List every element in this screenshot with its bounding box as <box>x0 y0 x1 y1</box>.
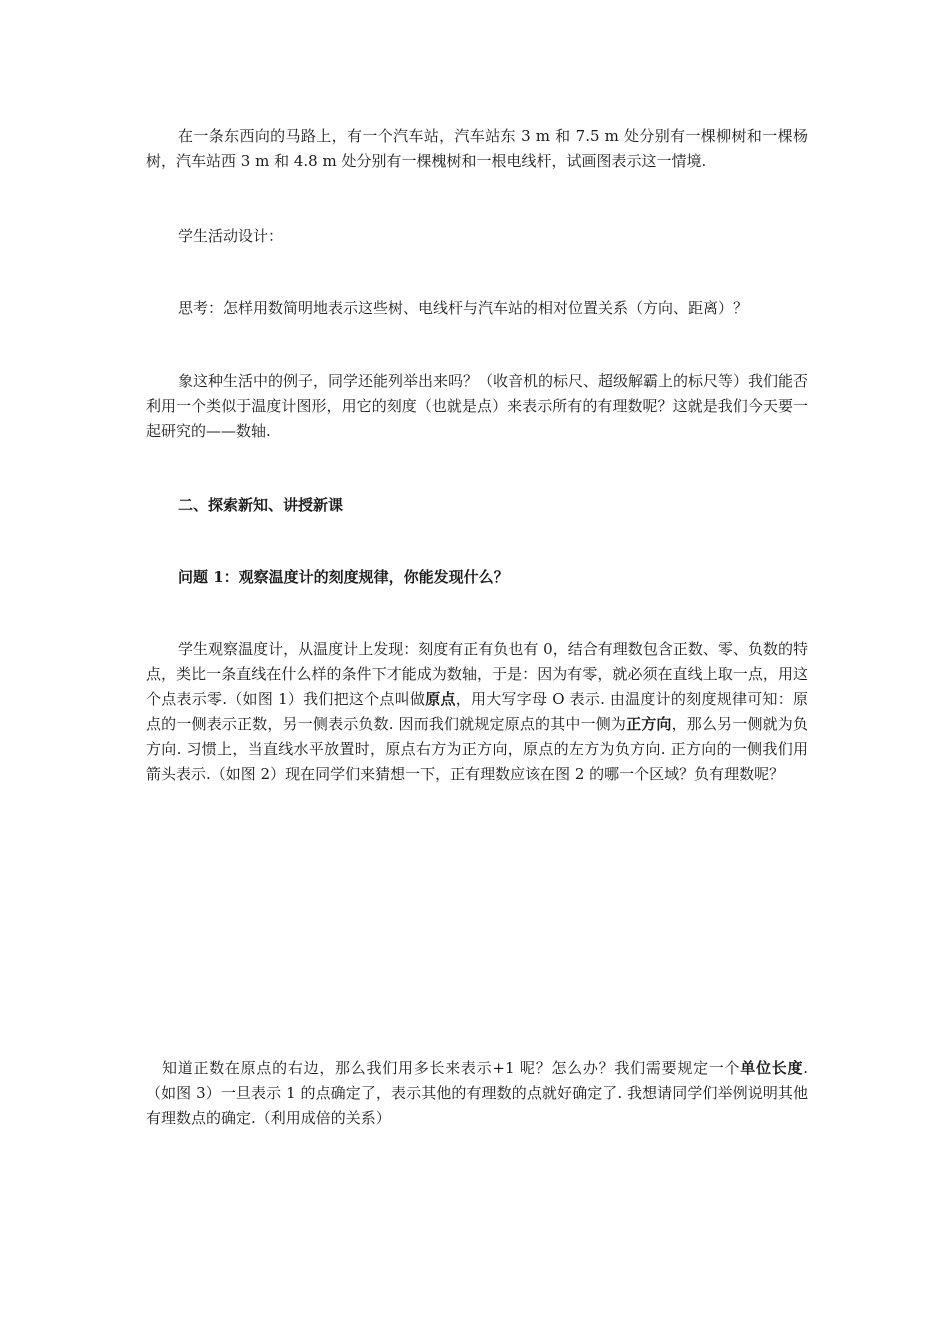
unit-length-paragraph <box>146 1056 808 1131</box>
student-activity-label: 学生活动设计： <box>178 227 284 245</box>
section-heading: 二、探索新知、讲授新课 <box>178 496 344 514</box>
question-1-heading: 问题 1：观察温度计的刻度规律，你能发现什么？ <box>178 568 509 586</box>
thermometer-observation-paragraph <box>146 637 808 787</box>
intro-problem-paragraph: 在一条东西向的马路上，有一个汽车站，汽车站东 3 m 和 7.5 m 处分别有一棵柳树和一棵杨树，汽车站西 3 m 和 4.8 m 处分别有一棵槐树和一根电线杆，试画图表示这一情境. <box>146 127 808 170</box>
think-question-paragraph: 思考：怎样用数简明地表示这些树、电线杆与汽车站的相对位置关系（方向、距离）？ <box>178 299 749 317</box>
life-examples-paragraph: 象这种生活中的例子，同学还能列举出来吗？（收音机的标尺、超级解霸上的标尺等）我们能否利用一个类似于温度计图形，用它的刻度（也就是点）来表示所有的有理数呢？这就是我们今天要一起研究的——数轴. <box>146 372 809 440</box>
text-segment: 学生观察温度计，从温度计上发现：刻度有正有负也有 0，结合有理数包含正数、零、负数的特点，类比一条直线在什么样的条件下才能成为数轴，于是：因为有零，就必须在直线上取一点，用这个点表示零.（如图 1）我们把这个点叫做 <box>146 640 808 708</box>
text-segment: ，那么另一侧就为负方向. 习惯上，当直线水平放置时，原点右方为正方向，原点的左方为负方向. 正方向的一侧我们用箭头表示.（如图 2）现在同学们来猜想一下，正有理数应该在图 2 的哪一个区域？负有理数呢？ <box>146 715 808 783</box>
bold-term-origin: 原点 <box>425 690 456 708</box>
bold-term-unit-length: 单位长度 <box>740 1059 804 1077</box>
bold-term-positive-direction: 正方向 <box>626 715 672 733</box>
text-segment: 知道正数在原点的右边，那么我们用多长来表示+1 呢？怎么办？我们需要规定一个 <box>162 1059 741 1077</box>
text-segment: ，用大写字母 O 表示. 由温度计的刻度规律可知：原点的一侧表示正数，另一侧表示负数. 因而我们就规定原点的其中一侧为 <box>146 690 808 733</box>
text-segment: .（如图 3）一旦表示 1 的点确定了，表示其他的有理数的点就好确定了. 我想请同学们举例说明其他有理数点的确定.（利用成倍的关系） <box>146 1059 808 1127</box>
